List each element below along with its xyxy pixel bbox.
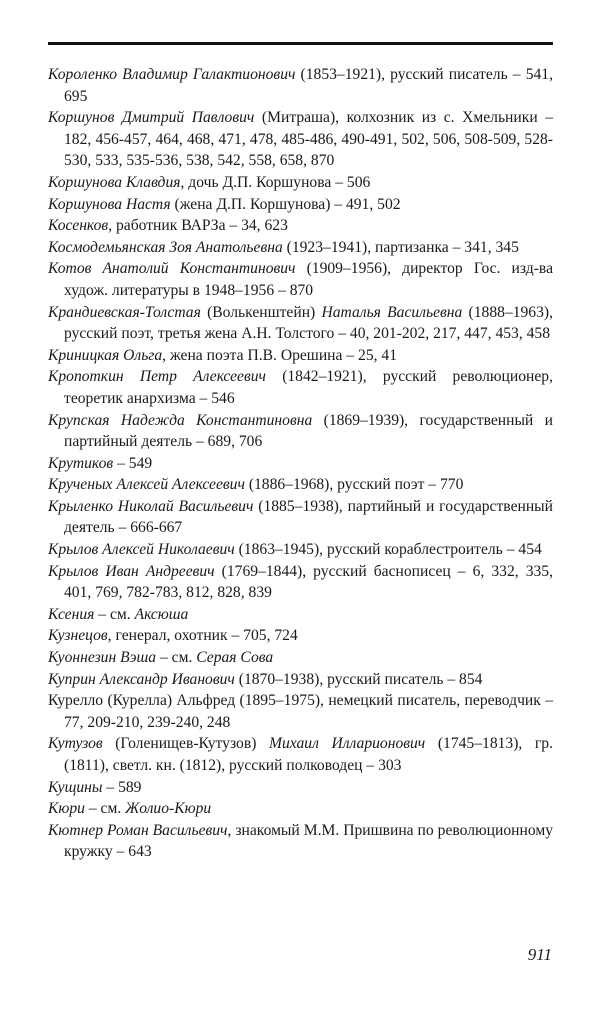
index-entry: Курелло (Курелла) Альфред (1895–1975), немецкий писатель, переводчик – 77, 209-210, 239-240, 248 bbox=[48, 692, 553, 731]
index-entry: Крутиков – 549 bbox=[48, 454, 153, 472]
index-entry: Коршунова Клавдия, дочь Д.П. Коршунова – 506 bbox=[48, 173, 371, 191]
name-index bbox=[48, 64, 553, 863]
index-entry: Кутузов (Голенищев-Кутузов) Михаил Илларионович (1745–1813), гр. (1811), светл. кн. (1812), русский полководец – 303 bbox=[48, 735, 553, 774]
index-entry: Кузнецов, генерал, охотник – 705, 724 bbox=[48, 627, 298, 645]
index-entry: Куприн Александр Иванович (1870–1938), русский писатель – 854 bbox=[48, 670, 483, 688]
index-entry: Кропоткин Петр Алексеевич (1842–1921), русский революционер, теоретик анархизма – 546 bbox=[48, 368, 553, 407]
index-entry: Коршунов Дмитрий Павлович (Митраша), колхозник из с. Хмельники – 182, 456-457, 464, 468, 471, 478, 485-486, 490-491, 502, 506, 508-509, 528-530, 533, 535-536, 538, 542, 558, 658, 870 bbox=[48, 109, 554, 170]
index-entry: Коршунова Настя (жена Д.П. Коршунова) – 491, 502 bbox=[48, 195, 401, 213]
index-entry: Космодемьянская Зоя Анатольевна (1923–1941), партизанка – 341, 345 bbox=[48, 238, 519, 256]
index-entry: Крученых Алексей Алексеевич (1886–1968), русский поэт – 770 bbox=[48, 476, 464, 494]
index-entry: Кущины – 589 bbox=[48, 778, 142, 796]
index-entry: Крыленко Николай Васильевич (1885–1938), партийный и государственный деятель – 666-667 bbox=[48, 497, 554, 537]
index-entry: Крылов Алексей Николаевич (1863–1945), русский кораблестроитель – 454 bbox=[48, 541, 542, 559]
index-entry: Косенков, работник ВАРЗа – 34, 623 bbox=[48, 217, 288, 235]
index-entry: Криницкая Ольга, жена поэта П.В. Орешина – 25, 41 bbox=[48, 346, 398, 364]
index-entry: Кюри – см. Жолио-Кюри bbox=[48, 800, 212, 818]
index-entry: Котов Анатолий Константинович (1909–1956), директор Гос. изд-ва худож. литературы в 1948–1956 – 870 bbox=[48, 260, 553, 299]
index-entry: Крандиевская-Толстая (Волькенштейн) Наталья Васильевна (1888–1963), русский поэт, третья жена А.Н. Толстого – 40, 201-202, 217, 447, 453, 458 bbox=[48, 303, 553, 343]
header-rule bbox=[48, 42, 553, 45]
index-entry: Ксения – см. Аксюша bbox=[48, 605, 189, 623]
index-entry: Кютнер Роман Васильевич, знакомый М.М. Пришвина по революционному кружку – 643 bbox=[48, 821, 553, 861]
page-number: 911 bbox=[527, 945, 552, 964]
index-entry: Крылов Иван Андреевич (1769–1844), русский баснописец – 6, 332, 335, 401, 769, 782-783, 812, 828, 839 bbox=[48, 562, 553, 602]
index-entry: Куоннезин Вэша – см. Серая Сова bbox=[48, 649, 274, 667]
index-entry: Короленко Владимир Галактионович (1853–1921), русский писатель – 541, 695 bbox=[48, 66, 553, 105]
index-entry: Крупская Надежда Константиновна (1869–1939), государственный и партийный деятель – 689, 706 bbox=[48, 411, 553, 451]
